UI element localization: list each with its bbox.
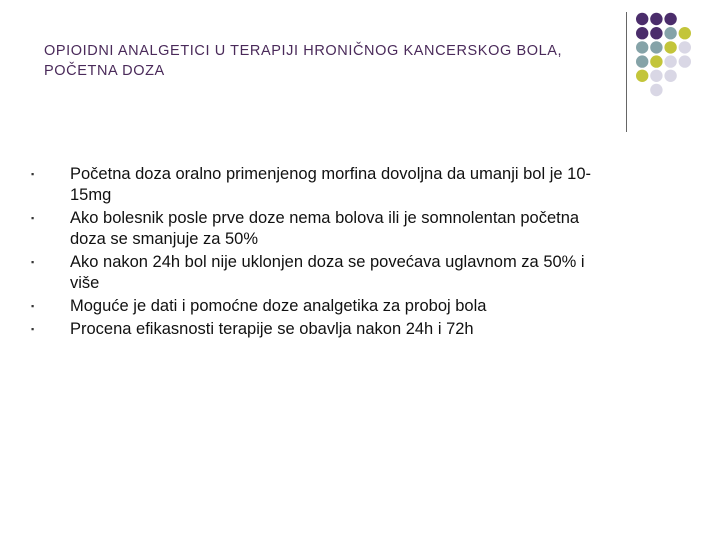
decorative-dot-icon: [650, 27, 662, 39]
bullet-text-line: doza se smanjuje za 50%: [70, 230, 259, 248]
bullet-item: [28, 319, 678, 340]
bullet-marker-icon: ▪: [31, 324, 35, 334]
decorative-dot-icon: [650, 13, 662, 25]
decorative-dot-icon: [664, 41, 676, 53]
decorative-dot-icon: [650, 55, 662, 67]
decorative-dot-icon: [636, 41, 648, 53]
bullet-text-line: Ako nakon 24h bol nije uklonjen doza se povećava uglavnom za 50% i: [70, 253, 585, 271]
decorative-dot-icon: [636, 70, 648, 82]
bullet-list: [28, 164, 678, 342]
decorative-dot-icon: [679, 55, 691, 67]
bullet-text-line: Početna doza oralno primenjenog morfina dovoljna da umanji bol je 10-: [70, 165, 591, 183]
bullet-item: [28, 252, 678, 294]
decorative-dot-icon: [679, 41, 691, 53]
decorative-dot-icon: [636, 27, 648, 39]
bullet-text-line: Moguće je dati i pomoćne doze analgetika za proboj bola: [70, 297, 487, 315]
slide-title-line-2: POČETNA DOZA: [44, 63, 165, 79]
decorative-dot-icon: [664, 55, 676, 67]
decorative-dot-icon: [650, 70, 662, 82]
decorative-dot-icon: [650, 41, 662, 53]
bullet-marker-icon: ▪: [31, 213, 35, 223]
decorative-dot-icon: [636, 13, 648, 25]
bullet-item: [28, 164, 678, 206]
bullet-text-line: više: [70, 274, 100, 292]
bullet-item: [28, 208, 678, 250]
bullet-marker-icon: ▪: [31, 169, 35, 179]
decorative-dot-icon: [679, 27, 691, 39]
bullet-marker-icon: ▪: [31, 257, 35, 267]
bullet-text-line: Ako bolesnik posle prve doze nema bolova ili je somnolentan početna: [70, 209, 580, 227]
decorative-dot-icon: [664, 27, 676, 39]
slide-title-line-1: OPIOIDNI ANALGETICI U TERAPIJI HRONIČNOG KANCERSKOG BOLA,: [44, 43, 563, 59]
bullet-text-line: Procena efikasnosti terapije se obavlja nakon 24h i 72h: [70, 320, 474, 338]
decorative-dot-icon: [664, 13, 676, 25]
decorative-dot-icon: [650, 84, 662, 96]
decorative-dot-icon: [636, 55, 648, 67]
decorative-dot-icon: [664, 70, 676, 82]
bullet-item: [28, 296, 678, 317]
bullet-marker-icon: ▪: [31, 301, 35, 311]
bullet-text-line: 15mg: [70, 186, 112, 204]
